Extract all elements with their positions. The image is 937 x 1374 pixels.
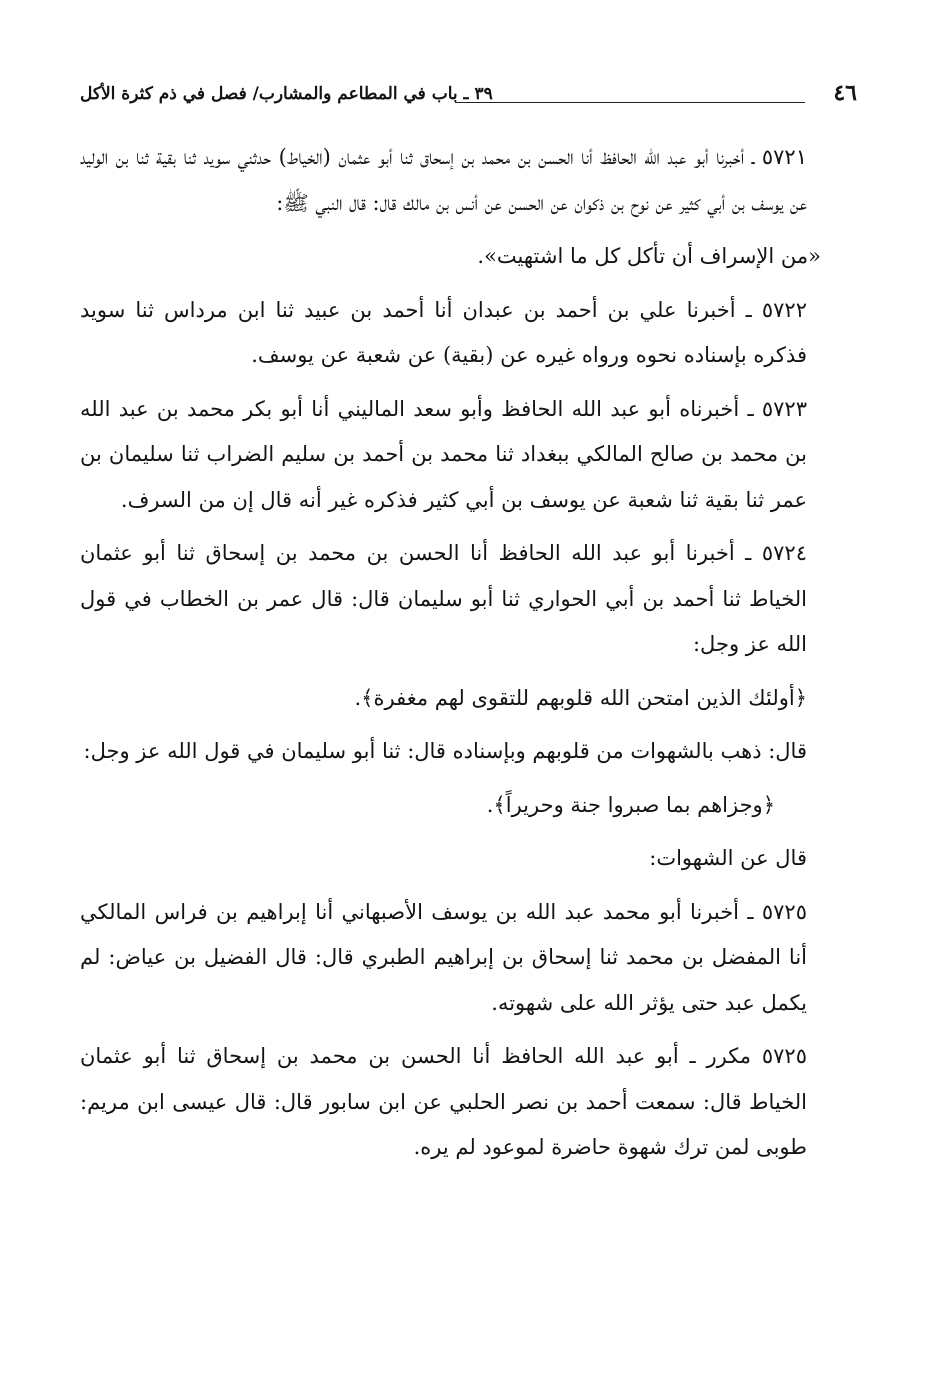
hadith-quote: «من الإسراف أن تأكل كل ما اشتهيت». <box>477 244 821 268</box>
commentary-paragraph: قال: ذهب بالشهوات من قلوبهم وبإسناده قال: ثنا أبو سليمان في قول الله عز وجل: <box>83 739 807 763</box>
hadith-5725-repeated: ٥٧٢٥ مكرر ـ أبو عبد الله الحافظ أنا الحسن بن محمد بن إسحاق ثنا أبو عثمان الخياط قال: سمعت أحمد بن نصر الحلبي عن ابن سابور قال: قال عيسى ابن مريم: طوبى لمن ترك شهوة حاضرة لموعود لم يره. <box>80 1044 807 1159</box>
quran-verse-1: ﴿أولئك الذين امتحن الله قلوبهم للتقوى لهم مغفرة﴾. <box>354 685 807 710</box>
page-header <box>80 72 857 116</box>
page-number: ٤٦ <box>833 80 857 106</box>
body-text <box>80 135 855 1171</box>
hadith-5725: ٥٧٢٥ ـ أخبرنا أبو محمد عبد الله بن يوسف الأصبهاني أنا إبراهيم بن فراس المالكي أنا المفضل بن محمد ثنا إسحاق بن إبراهيم الطبري قال: قال الفضيل بن عياض: لم يكمل عبد حتى يؤثر الله على شهوته. <box>80 899 807 1015</box>
running-title: ٣٩ ـ باب في المطاعم والمشارب/ فصل في ذم كثرة الأكل <box>80 84 493 104</box>
hadith-5724: ٥٧٢٤ ـ أخبرنا أبو عبد الله الحافظ أنا الحسن بن محمد بن إسحاق ثنا أبو عثمان الخياط ثنا أحمد بن أبي الحواري ثنا أبو سليمان قال: قال عمر بن الخطاب في قول الله عز وجل: <box>80 541 807 656</box>
commentary-line: قال عن الشهوات: <box>649 846 807 870</box>
header-rule <box>455 102 805 103</box>
hadith-5723: ٥٧٢٣ ـ أخبرناه أبو عبد الله الحافظ وأبو سعد الماليني أنا أبو بكر محمد بن عبد الله بن محمد بن صالح المالكي ببغداد ثنا محمد بن أحمد بن سليم الضراب ثنا سليمان بن عمر ثنا بقية ثنا شعبة عن يوسف بن أبي كثير فذكره غير أنه قال إن من السرف. <box>80 396 807 512</box>
hadith-5722: ٥٧٢٢ ـ أخبرنا علي بن أحمد بن عبدان أنا أحمد بن عبيد ثنا ابن مرداس ثنا سويد فذكره بإسناده نحوه ورواه غيره عن (بقية) عن شعبة عن يوسف. <box>80 297 807 367</box>
hadith-5721: ٥٧٢١ ـ أخبرنا أبو عبد الله الحافظ أنا الحسن بن محمد بن إسحاق ثنا أبو عثمان (الخياط) حدثني سويد ثنا بقية ثنا بن الوليد عن يوسف بن أبي كثير عن نوح بن ذكوان عن الحسن عن أنس بن مالك قال: قال النبي ﷺ: <box>80 145 807 215</box>
quran-verse-2: ﴿وجزاهم بما صبروا جنة وحريراً﴾. <box>486 792 775 817</box>
